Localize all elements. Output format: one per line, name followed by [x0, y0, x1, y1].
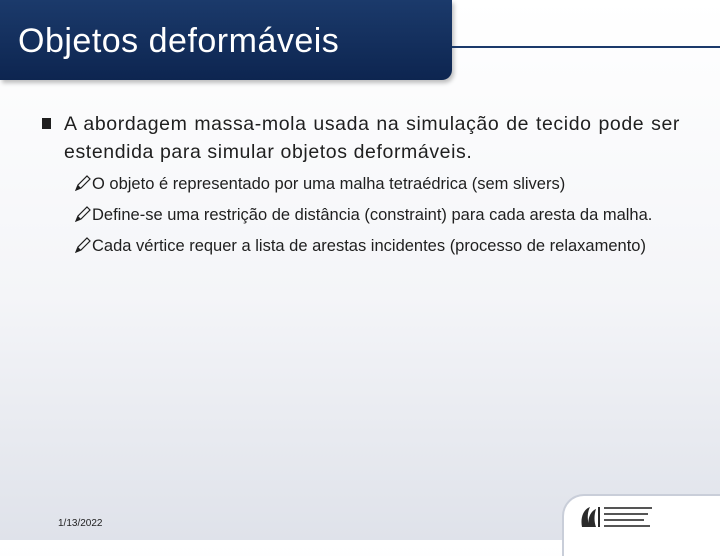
pen-bullet-icon [74, 174, 92, 192]
sub-bullet-text: Cada vértice requer a lista de arestas incidentes (processo de relaxamento) [92, 237, 646, 255]
main-bullet [40, 110, 680, 166]
slide-title: Objetos deformáveis [18, 22, 340, 60]
sub-bullet [74, 234, 680, 258]
slide-date: 1/13/2022 [58, 518, 103, 529]
pen-bullet-icon [74, 205, 92, 223]
sub-bullet [74, 203, 680, 227]
sub-bullet [74, 172, 680, 196]
title-banner [0, 0, 452, 80]
sub-bullet-list [40, 172, 680, 258]
square-bullet-icon [42, 118, 51, 129]
title-rule [452, 46, 720, 48]
sub-bullet-text: Define-se uma restrição de distância (constraint) para cada aresta da malha. [92, 206, 653, 224]
main-bullet-text: A abordagem massa-mola usada na simulação de tecido pode ser estendida para simular objetos deformáveis. [64, 113, 680, 163]
content-area [40, 110, 680, 265]
lcg-logo-icon [578, 503, 656, 531]
sub-bullet-text: O objeto é representado por uma malha tetraédrica (sem slivers) [92, 175, 566, 193]
pen-bullet-icon [74, 236, 92, 254]
